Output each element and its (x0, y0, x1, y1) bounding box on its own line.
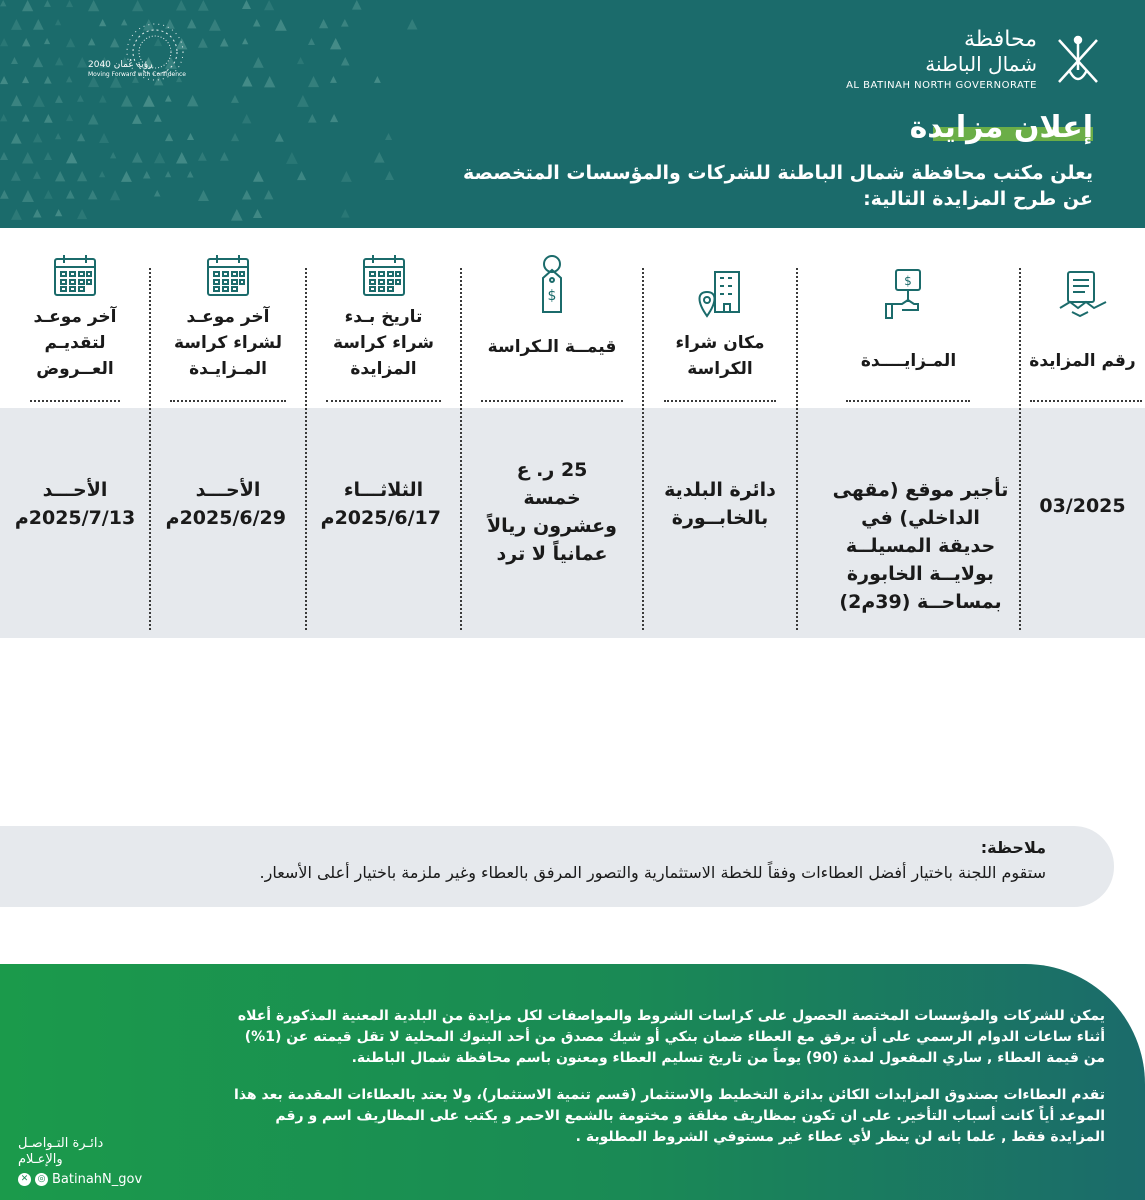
pattern-triangle (77, 133, 85, 141)
pattern-triangle (55, 171, 65, 181)
pattern-triangle (286, 152, 298, 164)
note-title: ملاحظة: (980, 838, 1046, 857)
footer-logo (18, 1136, 148, 1187)
pattern-triangle (385, 133, 392, 140)
x-icon: ✕ (18, 1173, 31, 1186)
pattern-triangle (44, 0, 51, 7)
pattern-triangle (44, 76, 52, 84)
governorate-logo (846, 28, 1105, 91)
pattern-triangle (11, 95, 22, 106)
pattern-triangle (242, 190, 252, 200)
pattern-triangle (341, 57, 350, 66)
pattern-triangle (66, 152, 77, 163)
pattern-triangle (11, 57, 18, 64)
pattern-triangle (198, 190, 209, 201)
pattern-triangle (22, 114, 30, 122)
handshake-doc-icon (1056, 268, 1110, 322)
pattern-triangle (330, 76, 337, 83)
pattern-triangle (341, 19, 349, 27)
pattern-triangle (198, 0, 209, 11)
pattern-triangle (319, 19, 328, 28)
pattern-triangle (99, 95, 107, 103)
col-auction-title (797, 228, 1020, 638)
pattern-triangle (88, 0, 99, 11)
column-divider (642, 268, 644, 630)
column-divider (305, 268, 307, 630)
column-divider (1019, 268, 1021, 630)
col-value: الأحـــد 2025/6/29م (165, 479, 286, 529)
pattern-triangle (242, 76, 252, 86)
pattern-triangle (33, 133, 42, 142)
pattern-triangle (55, 95, 63, 103)
pattern-triangle (253, 171, 264, 182)
auction-table (0, 228, 1145, 638)
col-label: تاريخ بـدء شراء كراسة المزايدة (332, 307, 435, 379)
pattern-triangle (275, 19, 287, 31)
pattern-triangle (154, 190, 160, 196)
building-location-icon (693, 268, 747, 322)
pattern-triangle (33, 57, 43, 67)
col-header (1020, 258, 1145, 408)
pattern-triangle (187, 133, 194, 140)
svg-text:$: $ (547, 288, 557, 304)
column-divider (149, 268, 151, 630)
calendar-icon (205, 252, 251, 298)
calendar-icon (361, 252, 407, 298)
header-underline (170, 400, 286, 402)
footer-text (225, 1006, 1105, 1164)
pattern-triangle (297, 57, 304, 64)
pattern-triangle (0, 38, 8, 46)
pattern-triangle (0, 190, 9, 199)
department-name: دائـرة التـواصـل والإعـلام (18, 1136, 104, 1167)
pattern-triangle (165, 171, 171, 177)
pattern-triangle (22, 152, 33, 163)
pattern-triangle (0, 114, 7, 121)
header-banner (0, 0, 1145, 228)
pattern-triangle (330, 114, 338, 122)
pattern-triangle (165, 133, 173, 141)
footer-paragraph-2: تقدم العطاءات بصندوق المزايدات الكائن بدائرة التخطيط والاستثمار (قسم تنمية الاستثمار)، ولا يعتد بالعطاءات المقدمة بعد هذا الموعد أياً كانت أسباب التأخير. على ان تكون بمظاريف مغلقة و مختومة بالشمع الاحمر و يكتب على المظاريف اسم و رقم المزايدة فقط , علما بانه لن ينظر لأي عطاء غير مستوفي الشروط المطلوبة . (234, 1087, 1105, 1145)
pattern-triangle (33, 19, 44, 30)
header-underline (30, 400, 120, 402)
pattern-triangle (341, 209, 350, 218)
intro-line-1: يعلن مكتب محافظة شمال الباطنة للشركات والمؤسسات المتخصصة (463, 162, 1093, 184)
pattern-triangle (0, 76, 8, 84)
pattern-triangle (176, 152, 188, 164)
col-value: الأحـــد 2025/7/13م (14, 479, 136, 529)
pattern-triangle (176, 0, 186, 10)
pattern-triangle (341, 171, 352, 182)
pattern-triangle (66, 0, 73, 7)
pattern-triangle (187, 171, 194, 178)
note-text: ستقوم اللجنة باختيار أفضل العطاءات وفقاً للخطة الاستثمارية والتصور المرفق بالعطاء وغير ملزمة باختيار أعلى الأسعار. (259, 863, 1046, 882)
pattern-triangle (132, 0, 143, 11)
pattern-triangle (242, 0, 251, 9)
pattern-triangle (308, 76, 319, 87)
pattern-triangle (22, 190, 34, 202)
col-header (306, 242, 461, 392)
pattern-triangle (264, 0, 274, 10)
pattern-triangle (11, 171, 21, 181)
pattern-triangle (55, 209, 62, 216)
auction-sign-icon (882, 268, 936, 322)
col-value: تأجير موقع (مقهى الداخلي) في حديقة المسيلــة بولايــة الخابورة بمساحــة (39م2) (832, 479, 1009, 613)
pattern-triangle (209, 19, 221, 31)
header-underline (846, 400, 970, 402)
page-title: إعلان مزايدة (909, 110, 1093, 145)
gov-name-en: AL BATINAH NORTH GOVERNORATE (846, 80, 1037, 91)
pattern-triangle (220, 152, 229, 161)
pattern-triangle (99, 171, 105, 177)
pattern-triangle (275, 133, 284, 142)
pattern-triangle (88, 114, 98, 124)
pattern-triangle (11, 133, 22, 144)
header-underline (664, 400, 776, 402)
pattern-triangle (253, 19, 260, 26)
social-handle[interactable] (18, 1172, 148, 1187)
pattern-triangle (242, 114, 251, 123)
pattern-triangle (220, 38, 229, 47)
pattern-triangle (187, 95, 198, 106)
col-header (150, 242, 306, 392)
calendar-icon (52, 252, 98, 298)
vision-2040-text (88, 60, 186, 80)
header-underline (326, 400, 441, 402)
oman-emblem-icon (1051, 30, 1105, 90)
col-header (797, 258, 1020, 408)
pattern-triangle (198, 152, 207, 161)
svg-text:$: $ (903, 274, 912, 288)
pattern-triangle (231, 209, 243, 221)
pattern-triangle (264, 76, 275, 87)
pattern-triangle (407, 19, 417, 29)
column-divider (460, 268, 462, 630)
title-wrap (910, 110, 1093, 145)
pattern-triangle (77, 95, 84, 102)
pattern-triangle (242, 38, 248, 44)
col-label: آخر موعـد لتقديـم العــروض (33, 307, 117, 379)
pattern-triangle (110, 152, 116, 158)
pattern-triangle (297, 95, 309, 107)
col-header (461, 258, 643, 408)
col-submission-deadline (0, 228, 150, 638)
pattern-triangle (308, 38, 315, 45)
pattern-triangle (165, 95, 172, 102)
pattern-triangle (33, 95, 45, 107)
pattern-triangle (264, 190, 273, 199)
pattern-triangle (22, 76, 29, 83)
footer-paragraph-1: يمكن للشركات والمؤسسات المختصة الحصول على كراسات الشروط والمواصفات لكل مزايدة من البلدية المعنية المذكورة أعلاه أثناء ساعات الدوام الرسمي على أن يرفق مع العطاء ضمان بنكي أو شيك مصدق من أحد البنوك المحلية لا تقل قيمته عن (1%) من قيمة العطاء , ساري المفعول لمدة (90) يوماً من تاريخ تسليم العطاء ومعنون باسم محافظة شمال الباطنة. (237, 1008, 1105, 1066)
header-underline (481, 400, 623, 402)
pattern-triangle (33, 209, 41, 217)
pattern-triangle (66, 190, 75, 199)
pattern-triangle (121, 95, 133, 107)
header-underline (1030, 400, 1142, 402)
pattern-triangle (77, 209, 87, 219)
pattern-triangle (55, 133, 61, 139)
instagram-icon: ◎ (35, 1173, 48, 1186)
pattern-triangle (121, 171, 132, 182)
col-booklet-price (461, 228, 643, 638)
pattern-triangle (154, 152, 165, 163)
col-label: رقم المزايدة (1029, 351, 1136, 371)
pattern-triangle (253, 57, 264, 68)
col-value: 03/2025 (1039, 495, 1126, 517)
col-label: مكان شراء الكراسة (675, 333, 765, 379)
pattern-triangle (110, 190, 120, 200)
vision-en: Moving Forward with Confidence (88, 71, 186, 78)
note-box (0, 826, 1114, 907)
col-auction-number (1020, 228, 1145, 638)
pattern-triangle (44, 190, 53, 199)
price-tag-icon (525, 254, 579, 318)
pattern-triangle (143, 95, 155, 107)
col-purchase-place (643, 228, 797, 638)
pattern-triangle (154, 114, 162, 122)
footer-panel (0, 964, 1145, 1200)
pattern-triangle (22, 0, 33, 11)
intro-line-2: عن طرح المزايدة التالية: (863, 188, 1093, 210)
vision-ar: رؤية عُمان 2040 (88, 60, 153, 70)
pattern-triangle (0, 152, 8, 160)
col-label: قيمــة الـكراسة (487, 337, 617, 357)
pattern-triangle (297, 171, 306, 180)
pattern-triangle (143, 171, 150, 178)
col-value: الثلاثـــاء 2025/6/17م (320, 479, 441, 529)
pattern-triangle (44, 152, 52, 160)
pattern-triangle (352, 0, 362, 10)
intro-text (393, 160, 1093, 212)
col-label: المـزايــــدة (860, 351, 957, 371)
pattern-triangle (11, 19, 22, 30)
col-header (643, 258, 797, 408)
col-start-date (306, 228, 461, 638)
pattern-triangle (374, 152, 385, 163)
pattern-triangle (66, 114, 73, 121)
pattern-triangle (77, 171, 87, 181)
pattern-triangle (374, 76, 381, 83)
pattern-triangle (231, 133, 239, 141)
pattern-triangle (44, 114, 53, 123)
pattern-triangle (44, 38, 50, 44)
gov-name-ar-2: شمال الباطنة (925, 52, 1037, 76)
pattern-triangle (22, 38, 30, 46)
pattern-triangle (253, 209, 262, 218)
col-header (0, 242, 150, 392)
handle-text: BatinahN_gov (52, 1172, 143, 1187)
pattern-triangle (330, 38, 341, 49)
pattern-triangle (308, 114, 317, 123)
pattern-triangle (132, 114, 142, 124)
pattern-triangle (0, 0, 6, 6)
pattern-triangle (88, 190, 97, 199)
pattern-triangle (33, 171, 41, 179)
column-divider (796, 268, 798, 630)
col-value: دائرة البلدية بالخابــورة (664, 479, 776, 529)
pattern-triangle (11, 209, 22, 220)
pattern-triangle (99, 133, 109, 143)
pattern-triangle (231, 95, 239, 103)
col-label: آخر موعـد لشراء كراسة المـزايـدة (173, 307, 282, 379)
col-value: 25 ر. ع خمسة وعشرون ريالاً عمانياً لا ترد (487, 459, 617, 565)
col-last-purchase-date (150, 228, 306, 638)
pattern-triangle (132, 152, 143, 163)
gov-name-ar-1: محافظة (963, 27, 1037, 52)
